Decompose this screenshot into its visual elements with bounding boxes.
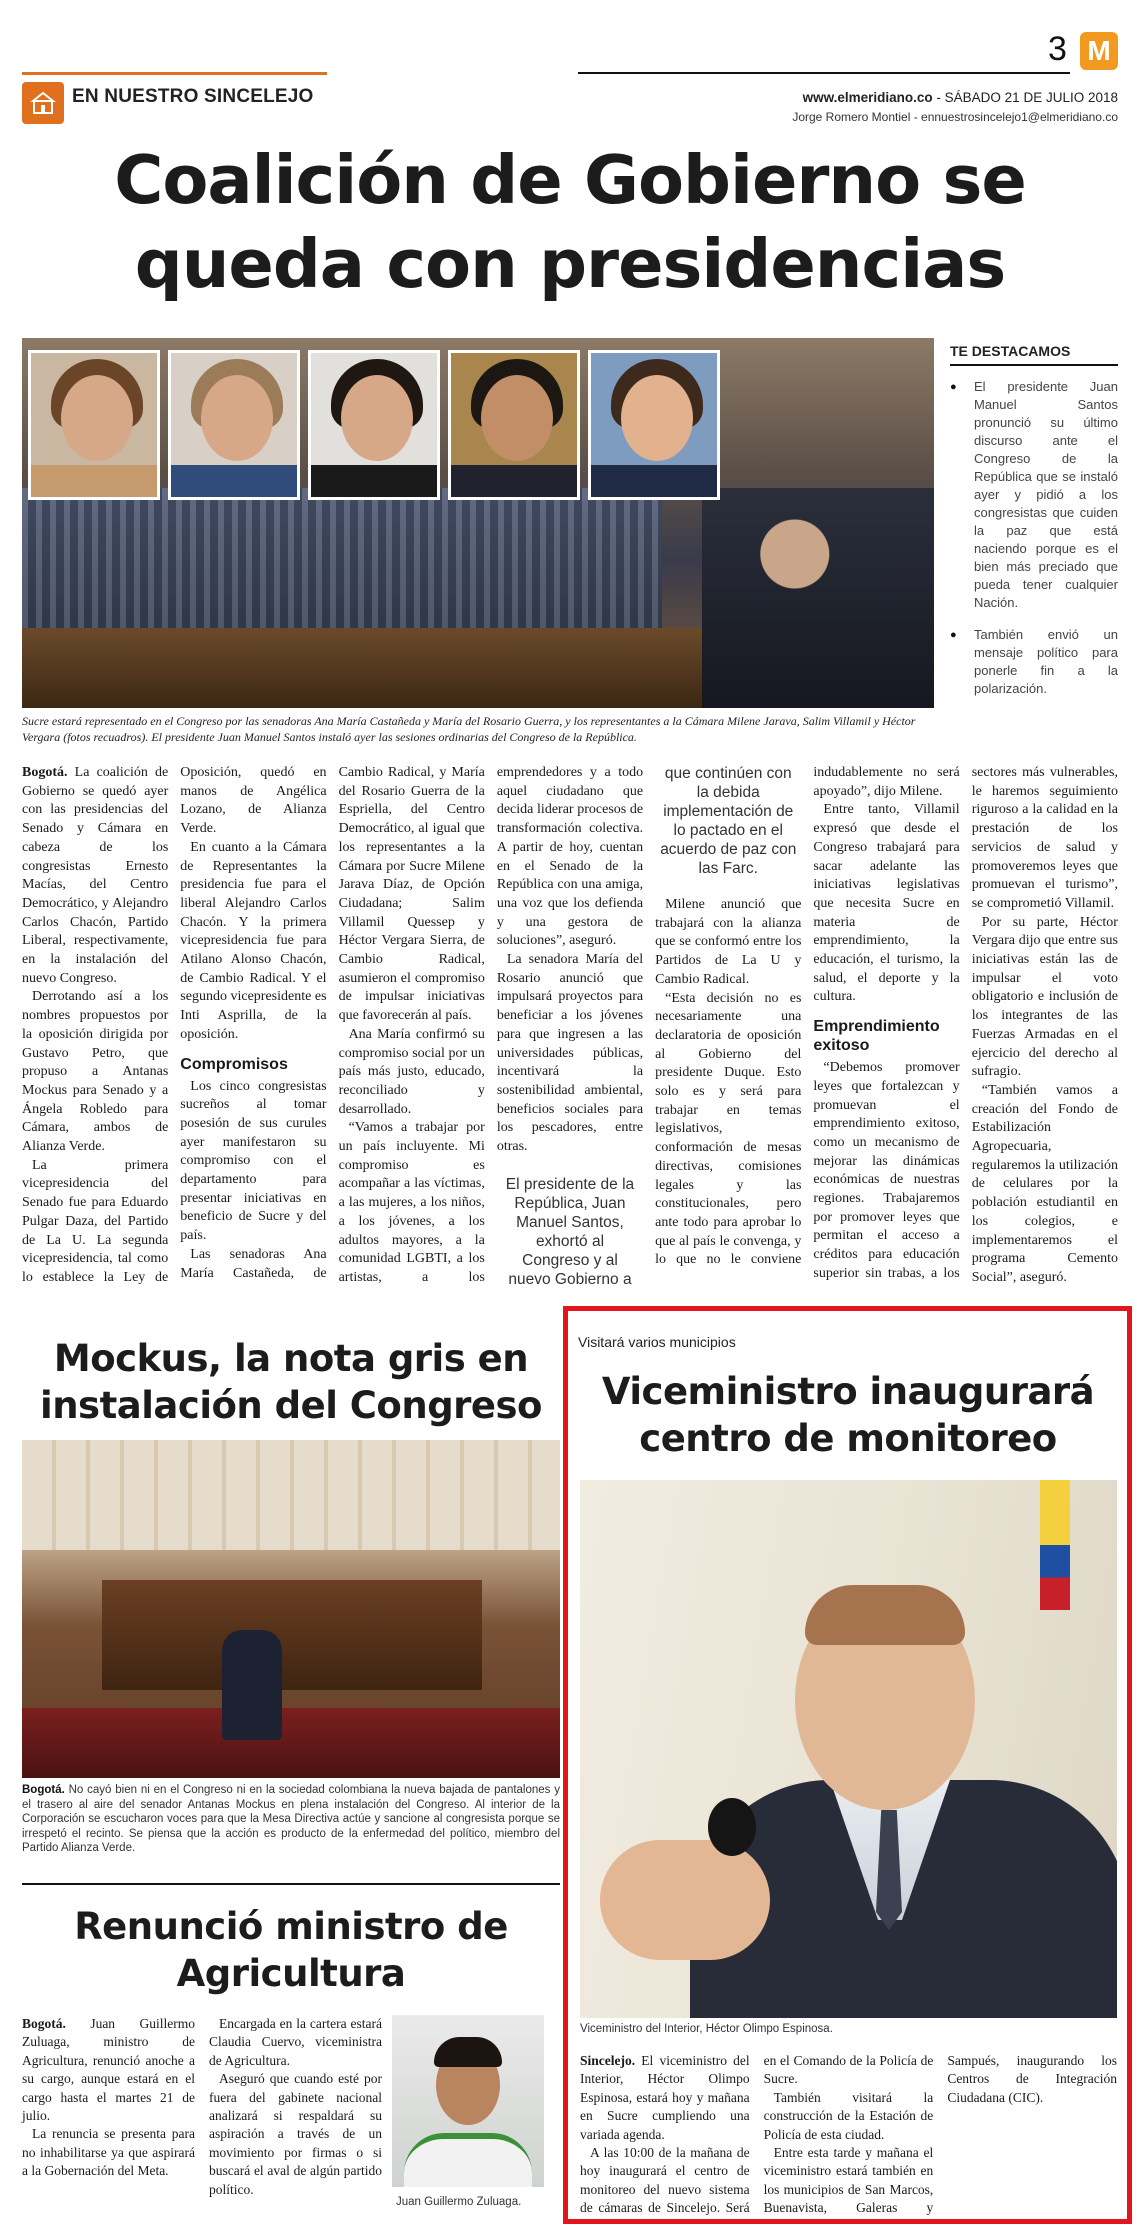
article-paragraph: Aseguró que cuando esté por fuera del gabinete nacional analizará si respaldará su aspiración a través de un movimiento por firmas o si buscará el aval de algún partido político. — [209, 2071, 382, 2197]
article-paragraph: Bogotá. La coalición de Gobierno se quedó ayer con las presidencias del Senado y Cámara en cabeza de los congresistas Ernesto Macías, del Centro Democrático, y Alejandro Carlos Chacón, Partido Liberal, respectivamente, en la instalación del nuevo Congreso. — [22, 765, 169, 986]
viceministro-caption: Viceministro del Interior, Héctor Olimpo Espinosa. — [580, 2023, 833, 2035]
subheading: Emprendimiento exitoso — [813, 1018, 940, 1055]
article-paragraph: En cuanto a la Cámara de Representantes la presidencia fue para el liberal Alejandro Carlos Chacón. Y la primera vicepresidencia fue para Atilano Alonso Chacón, de Cambio Radical. Y el segundo vicepresidente es Inti Asprilla, de la oposición. — [180, 839, 327, 1042]
sidebar-rule — [950, 364, 1118, 366]
mockus-photo — [22, 1440, 560, 1778]
newspaper-logo: M — [1080, 32, 1118, 70]
article-paragraph: Sincelejo. El viceministro del Interior, Héctor Olimpo Espinosa, estará hoy y mañana en Sucre cumpliendo una variada agenda. — [580, 2053, 750, 2142]
article-paragraph: “También vamos a creación del Fondo de Estabilización Agropecuaria, regularemos la utilización de celulares por la población estudiantil en los colegios, e implementaremos el programa Cemento Social”, aseguró. — [971, 1082, 1118, 1285]
list-item: ● También envió un mensaje político para ponerle fin a la polarización. — [950, 626, 1118, 698]
page-number: 3 — [1048, 30, 1067, 68]
mockus-caption: Bogotá. No cayó bien ni en el Congreso ni en la sociedad colombiana la nueva bajada de pantalones y el trasero al aire del senador Antanas Mockus en plena instalación del Congreso. Al interior de la Corporación se escucharon voces para que la Mesa Directiva actúe y sancione al congresista porque se irrespetó el recinto. Se piensa que la acción es producto de la enfermedad del político, miembro del Partido Alianza Verde. — [22, 1784, 560, 1854]
article-paragraph: Entre tanto, Villamil expresó que desde el Congreso trabajará para sacar adelante las iniciativas legislativas que necesita Sucre en materia de emprendimiento, la educación, el turismo, la salud, el deporte y la cultura. — [813, 802, 960, 1005]
article-paragraph: La renuncia se presenta para no inhabilitarse ya que aspirará a la Gobernación del Meta. — [22, 2126, 195, 2179]
dateline — [803, 90, 1118, 105]
portrait-villamil — [448, 350, 580, 500]
main-photo — [22, 338, 934, 708]
main-photo-caption: Sucre estará representado en el Congreso por las senadoras Ana María Castañeda y María del Rosario Guerra, y los representantes a la Cámara Milene Jarava, Salim Villamil y Héctor Vergara (fotos recuadros). El presidente Juan Manuel Santos instaló ayer las sesiones ordinarias del Congreso de la República. — [22, 714, 916, 744]
article-paragraph: Encargada en la cartera estará Claudia Cuervo, viceministra de Agricultura. — [209, 2016, 382, 2068]
article-paragraph: Milene anunció que trabajará con la alianza que se conformó entre los Partidos de La U y Cambio Radical. — [655, 897, 802, 987]
viceministro-article-body — [580, 2052, 1117, 2218]
portrait-guerra — [168, 350, 300, 500]
dateline-city: Bogotá. — [22, 765, 68, 780]
article-paragraph: La senadora María del Rosario anunció que impulsará proyectos para beneficiar a los jóvenes para que ingresen a las universidades públicas, incentivará la sostenibilidad ambiental, beneficios sociales para los pescadores, entre otras. — [496, 952, 644, 1155]
desk-image — [22, 628, 722, 708]
viceministro-headline: Viceministro inaugurará centro de monitoreo — [601, 1370, 1095, 1460]
list-item: ● El presidente Juan Manuel Santos pronunció su último discurso ante el Congreso de la República que se instaló ayer y pidió a los congresistas que cuiden la paz que está naciendo porque es el bien más preciado que pueda tener cualquier Nación. — [950, 378, 1118, 612]
zuluaga-caption: Juan Guillermo Zuluaga. — [396, 2196, 522, 2208]
article-paragraph: Ana María confirmó su compromiso social por un país más justo, educado, reconciliado y desarrollado. — [338, 1026, 485, 1117]
article-paragraph: También visitará la construcción de la Estación de Policía de esta ciudad. — [763, 2089, 934, 2142]
article-paragraph: Por su parte, Héctor Vergara dijo que entre sus iniciativas están las de impulsar el voto obligatorio e inclusión de los integrantes de las Fuerzas Armadas en el ejercicio del derecho al sufragio. — [971, 914, 1118, 1080]
kicker: Visitará varios municipios — [578, 1334, 736, 1350]
article-paragraph: Los cinco congresistas sucreños al tomar posesión de sus curules ayer manifestaron su compromiso con el departamento para presentar iniciativas en beneficio de Sucre y del país. — [180, 1078, 327, 1244]
article-paragraph: “Esta decisión no es necesariamente una declaratoria de oposición al Gobierno del presidente Duque. Esto solo es y será para trabajar en temas legislativos, conformación de mesas directivas, comisiones legales y las constitucionales, pero ante todo para aprobar lo que al país le convenga, y lo que no le conviene indudablemente no será apoyado”, dijo Milene. — [655, 765, 960, 1268]
issue-date: - SÁBADO 21 DE JULIO 2018 — [932, 90, 1118, 105]
article-paragraph: A las 10:00 de la mañana de hoy inaugurará el centro de monitoreo del nuevo sistema de cámaras de Sincelejo. Será en el Comando de la Policía de Sucre. — [580, 2053, 934, 2216]
article-paragraph: Derrotando así a los nombres propuestos por la oposición dirigida por Gustavo Petro, que propuso a Antanas Mockus para Senado y a Ángela Robledo para Cámara, ambos de Alianza Verde. — [22, 989, 169, 1155]
portrait-jarava — [308, 350, 440, 500]
byline: Jorge Romero Montiel - ennuestrosincelejo1@elmeridiano.co — [792, 110, 1118, 124]
article-paragraph: “Vamos a trabajar por un país incluyente. Mi compromiso es acompañar a las víctimas, a las mujeres, a los niños, a los jóvenes, a los adultos mayores, a la comunidad LGBTI, a los artistas, a los emprendedores y a todo aquel ciudadano que decida liderar procesos de transformación colectiva. A partir de hoy, cuentan en el Senado de la República con una amiga, una voz que los defienda y una gestora de soluciones”, aseguró. — [338, 765, 644, 1285]
renuncio-headline: Renunció ministro de Agricultura — [74, 1905, 508, 1995]
divider — [22, 1883, 560, 1885]
header-rule — [578, 72, 1070, 74]
section-name: EN NUESTRO SINCELEJO — [72, 86, 314, 107]
article-paragraph: Las senadoras Ana María Castañeda, de Cambio Radical, y María del Rosario Guerra de la Espriella, del Centro Democrático, al igual que los representantes a la Cámara por Sucre Milene Jarava Díaz, de Opción Ciudadana; Salim Villamil Quessep y Héctor Vergara Sierra, de Cambio Radical, asumieron el compromiso de impulsar iniciativas que favorecerán al país. — [180, 765, 485, 1281]
building-icon — [22, 82, 64, 124]
article-paragraph: “Debemos promover leyes que fortalezcan y promuevan el emprendimiento exitoso, como un mecanismo de mejorar las dinámicas económicas de nuestras regiones. Trabajaremos por promover leyes que permitan el acceso a créditos para educación superior sin trabas, a los sectores más vulnerables, le haremos seguimiento riguroso a la calidad en la prestación de los servicios de salud y promoveremos leyes que promuevan el turismo”, se comprometió Villamil. — [813, 765, 1118, 1281]
pull-quote: El presidente de la República, Juan Manuel Santos, exhortó al Congreso y al nuevo Gobierno a que continúen con la debida implementación de lo pactado en el acuerdo de paz con las Farc. — [505, 765, 797, 1288]
site-link[interactable]: www.elmeridiano.co — [802, 90, 933, 105]
sidebar-title: TE DESTACAMOS — [950, 343, 1071, 359]
main-headline: Coalición de Gobierno se queda con presidencias — [114, 141, 1026, 303]
viceministro-photo — [580, 1480, 1117, 2018]
renuncio-article-body — [22, 2015, 382, 2217]
subheading: Compromisos — [180, 1055, 288, 1073]
article-paragraph: Bogotá. Juan Guillermo Zuluaga, ministro de Agricultura, renunció anoche a su cargo, aunque estará en el cargo hasta el martes 21 de julio. — [22, 2016, 195, 2124]
zuluaga-photo — [392, 2015, 544, 2187]
sidebar-list — [950, 378, 1118, 712]
portrait-vergara — [588, 350, 720, 500]
portrait-castaneda — [28, 350, 160, 500]
president-image — [702, 488, 934, 708]
article-paragraph: Entre esta tarde y mañana el viceministro estará también en los municipios de San Marcos, Buenavista, Galeras y Sampués, inaugurando los Centros de Integración Ciudadana (CIC). — [763, 2053, 1117, 2216]
article-paragraph: La primera vicepresidencia del Senado fue para Eduardo Pulgar Daza, del Partido de La U. La segunda vicepresidencia, tal como lo establece la Ley de Oposición, quedó en manos de Angélica Lozano, de Alianza Verde. — [22, 765, 327, 1285]
section-rule — [22, 72, 327, 75]
main-article-body — [22, 764, 1118, 1298]
mockus-headline: Mockus, la nota gris en instalación del Congreso — [40, 1337, 542, 1427]
